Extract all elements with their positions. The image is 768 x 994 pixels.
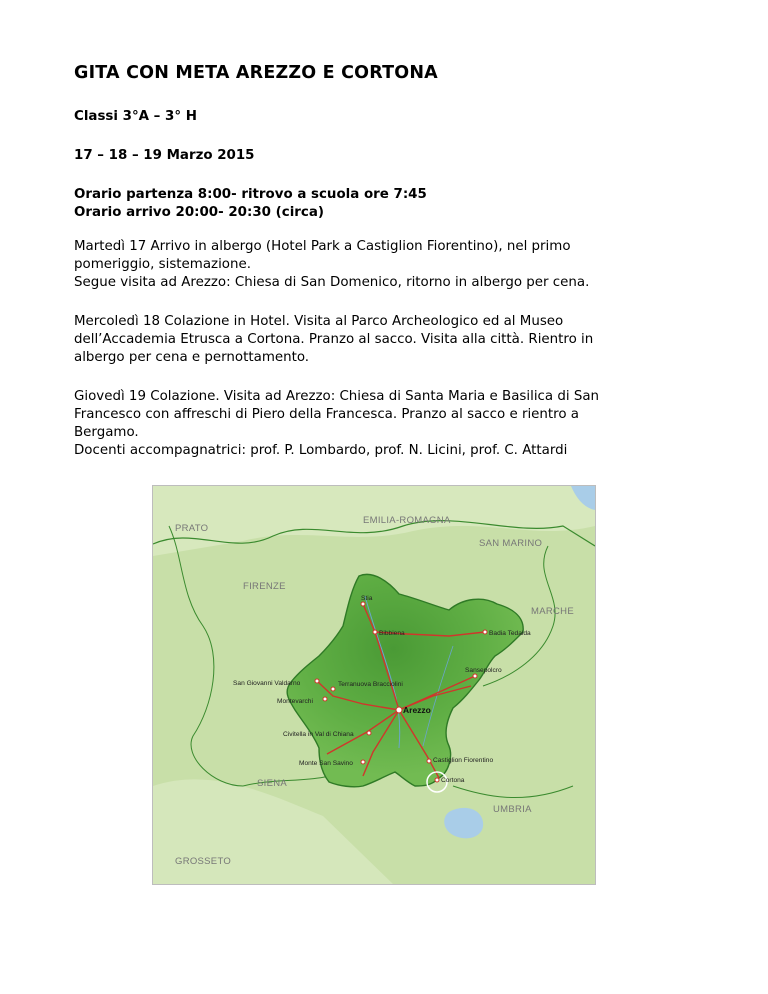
- province-map: [153, 486, 595, 884]
- day1-line-1: Martedì 17 Arrivo in albergo (Hotel Park a Castiglion Fiorentino), nel primo: [74, 239, 571, 254]
- day3-line-2: Francesco con affreschi di Piero della Francesca. Pranzo al sacco e rientro a: [74, 407, 580, 422]
- town-terranuova: Terranuova Bracciolini: [338, 681, 403, 688]
- region-prato: PRATO: [175, 523, 209, 534]
- day2-line-3: albergo per cena e pernottamento.: [74, 350, 310, 365]
- town-cortona: Cortona: [441, 777, 465, 784]
- dates-line: 17 – 18 – 19 Marzo 2015: [74, 148, 255, 163]
- town-castiglion: Castiglion Fiorentino: [433, 757, 494, 764]
- town-bibbiena: Bibbiena: [379, 630, 405, 637]
- teachers-line: Docenti accompagnatrici: prof. P. Lombardo, prof. N. Licini, prof. C. Attardi: [74, 443, 568, 458]
- town-san-giovanni: San Giovanni Valdarno: [233, 680, 301, 687]
- town-stia: Stia: [361, 595, 373, 602]
- region-siena: SIENA: [257, 778, 288, 789]
- document-title: GITA CON META AREZZO E CORTONA: [74, 63, 438, 83]
- town-monte-san-savino: Monte San Savino: [299, 760, 353, 767]
- classes-line: Classi 3°A – 3° H: [74, 109, 197, 124]
- day3-line-1: Giovedì 19 Colazione. Visita ad Arezzo: Chiesa di Santa Maria e Basilica di San: [74, 389, 600, 404]
- region-san-marino: SAN MARINO: [479, 538, 543, 549]
- town-montevarchi: Montevarchi: [277, 698, 313, 705]
- region-firenze: FIRENZE: [243, 581, 286, 592]
- day2-line-1: Mercoledì 18 Colazione in Hotel. Visita al Parco Archeologico ed al Museo: [74, 314, 564, 329]
- day3-line-3: Bergamo.: [74, 425, 139, 440]
- region-umbria: UMBRIA: [493, 804, 532, 815]
- departure-line: Orario partenza 8:00- ritrovo a scuola ore 7:45: [74, 187, 427, 202]
- region-grosseto: GROSSETO: [175, 856, 232, 867]
- town-sansepolcro: Sansepolcro: [465, 667, 502, 674]
- town-arezzo: Arezzo: [403, 705, 431, 715]
- region-emilia: EMILIA-ROMAGNA: [363, 515, 451, 526]
- day1-line-3: Segue visita ad Arezzo: Chiesa di San Domenico, ritorno in albergo per cena.: [74, 275, 590, 290]
- town-badia: Badia Tedalda: [489, 630, 531, 637]
- day2-line-2: dell’Accademia Etrusca a Cortona. Pranzo al sacco. Visita alla città. Rientro in: [74, 332, 594, 347]
- map-figure: [152, 485, 596, 885]
- town-civitella: Civitella in Val di Chiana: [283, 731, 354, 738]
- day1-line-2: pomeriggio, sistemazione.: [74, 257, 251, 272]
- arrival-line: Orario arrivo 20:00- 20:30 (circa): [74, 205, 324, 220]
- region-marche: MARCHE: [531, 606, 574, 617]
